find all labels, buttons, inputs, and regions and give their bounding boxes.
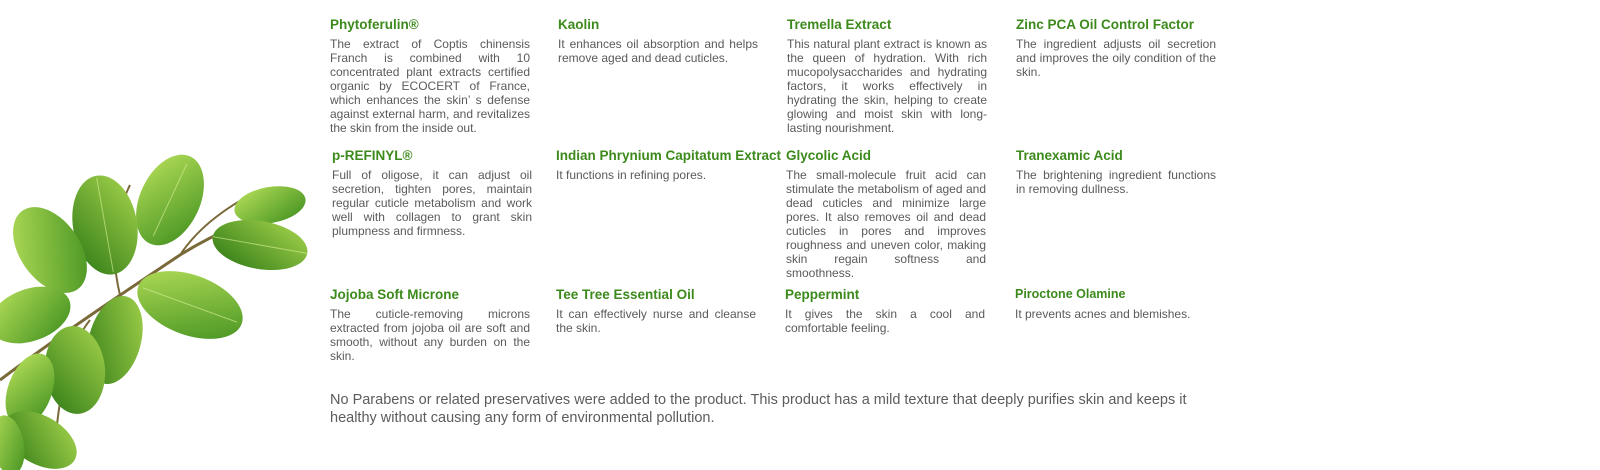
- ingredient-card: [787, 16, 987, 135]
- leaf-branch-icon: [0, 145, 330, 470]
- ingredient-title: p-REFINYL®: [332, 148, 413, 163]
- ingredient-description: It functions in refining pores.: [556, 168, 707, 182]
- ingredient-card: [556, 147, 782, 182]
- ingredient-card: [330, 286, 530, 363]
- ingredient-title: Tremella Extract: [787, 17, 892, 32]
- ingredient-description: The brightening ingredient functions in removing dullness.: [1016, 168, 1216, 196]
- ingredient-card: [1016, 16, 1216, 79]
- ingredient-title: Phytoferulin®: [330, 17, 419, 32]
- ingredient-title: Zinc PCA Oil Control Factor: [1016, 17, 1195, 32]
- ingredient-title: Glycolic Acid: [786, 148, 872, 163]
- ingredient-title: Kaolin: [558, 17, 600, 32]
- ingredient-title: Peppermint: [785, 287, 860, 302]
- ingredient-card: [330, 16, 530, 135]
- ingredient-title: Indian Phrynium Capitatum Extract: [556, 148, 782, 163]
- ingredient-description: It can effectively nurse and cleanse the skin.: [556, 307, 756, 335]
- ingredient-description: It prevents acnes and blemishes.: [1015, 307, 1191, 321]
- ingredient-description: It enhances oil absorption and helps remove aged and dead cuticles.: [558, 37, 758, 65]
- ingredient-card: [785, 286, 985, 335]
- ingredient-title: Piroctone Olamine: [1015, 287, 1126, 301]
- ingredient-title: Tee Tree Essential Oil: [556, 287, 695, 302]
- ingredient-card: [556, 286, 756, 335]
- footer-note: No Parabens or related preservatives were added to the product. This product has a mild texture that deeply purifies skin and keeps it healthy without causing any form of environmental pollution.: [330, 392, 1187, 426]
- ingredient-description: Full of oligose, it can adjust oil secretion, tighten pores, maintain regular cuticle metabolism and work well with collagen to grant skin plumpness and firmness.: [332, 168, 532, 238]
- ingredient-description: It gives the skin a cool and comfortable feeling.: [785, 307, 985, 335]
- ingredient-card: [558, 16, 758, 65]
- ingredient-title: Jojoba Soft Microne: [330, 287, 460, 302]
- ingredient-card: [1016, 147, 1216, 196]
- ingredient-card: [786, 147, 986, 280]
- ingredient-description: The ingredient adjusts oil secretion and improves the oily condition of the skin.: [1016, 37, 1216, 79]
- ingredient-title: Tranexamic Acid: [1016, 148, 1123, 163]
- ingredient-card: [1015, 286, 1215, 321]
- ingredient-card: [332, 147, 532, 238]
- ingredient-description: This natural plant extract is known as the queen of hydration. With rich mucopolysaccharides and hydrating factors, it works effectively in hydrating the skin, helping to create glowing and moist skin with long-lasting nourishment.: [787, 37, 987, 135]
- ingredient-description: The extract of Coptis chinensis Franch is combined with 10 concentrated plant extracts certified organic by ECOCERT of France, which enhances the skin’ s defense against external harm, and revitalizes the skin from the inside out.: [330, 37, 530, 135]
- ingredient-description: The cuticle-removing microns extracted from jojoba oil are soft and smooth, without any burden on the skin.: [330, 307, 530, 363]
- ingredient-description: The small-molecule fruit acid can stimulate the metabolism of aged and dead cuticles and minimize large pores. It also removes oil and dead cuticles in pores and improves roughness and uneven color, making skin regain softness and smoothness.: [786, 168, 986, 280]
